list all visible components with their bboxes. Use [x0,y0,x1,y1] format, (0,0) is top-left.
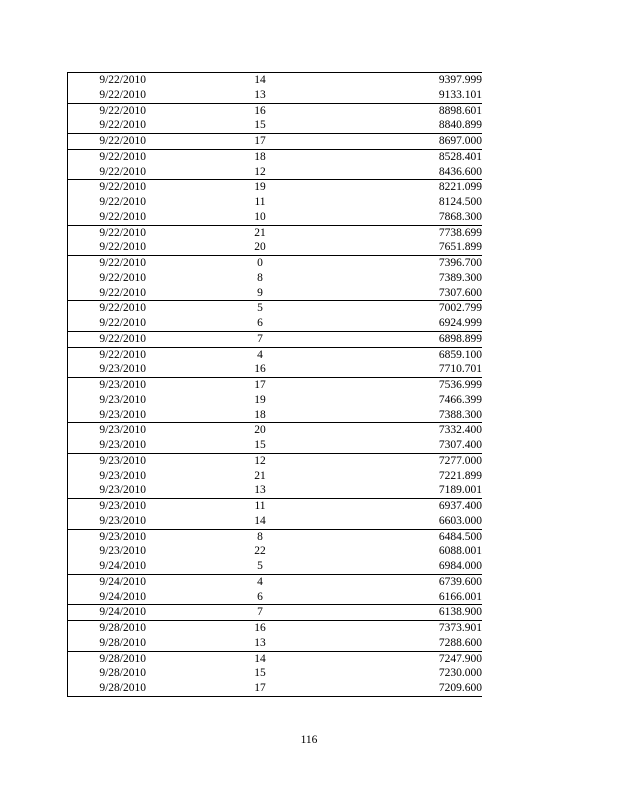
date-cell: 9/22/2010 [68,103,146,118]
value-cell: 8840.899 [438,119,482,132]
date-cell: 9/23/2010 [99,408,146,421]
hour-cell: 7 [146,605,350,621]
value-cell: 7307.400 [438,439,482,451]
date-cell: 9/24/2010 [68,574,146,589]
hour-cell: 10 [254,210,266,223]
date-cell: 9/23/2010 [68,423,146,438]
value-cell: 8697.000 [350,134,482,150]
hour-cell: 15 [254,667,266,680]
table-row [68,514,482,529]
value-cell: 7710.701 [438,363,482,376]
table-row [68,362,482,377]
table-row [68,438,482,453]
value-cell: 6984.000 [438,560,482,572]
date-cell: 9/22/2010 [68,134,146,150]
hour-cell: 14 [254,514,266,527]
hour-cell: 15 [254,119,266,132]
table-row [68,483,482,498]
table-row [68,331,482,347]
table-row [68,393,482,408]
value-cell: 7536.999 [350,378,482,393]
table-row [68,529,482,544]
hour-cell: 8 [257,271,263,284]
hour-cell: 5 [146,301,350,316]
table-row [68,103,482,118]
table-row [68,574,482,589]
value-cell: 8221.099 [350,180,482,195]
date-cell: 9/22/2010 [99,88,146,101]
value-cell: 7388.300 [438,408,482,421]
date-cell: 9/22/2010 [99,196,146,208]
value-cell: 7307.600 [438,286,482,299]
value-cell: 8124.500 [438,196,482,208]
value-cell: 6859.100 [350,347,482,362]
hour-cell: 14 [146,73,350,88]
hour-cell: 11 [254,196,266,208]
hour-cell: 21 [146,225,350,240]
table-row [68,408,482,423]
value-cell: 7466.399 [438,393,482,406]
date-cell: 9/22/2010 [68,331,146,347]
table-row [68,316,482,331]
table-row [68,240,482,255]
date-cell: 9/28/2010 [99,667,146,680]
date-cell: 9/28/2010 [68,621,146,636]
value-cell: 6088.001 [438,545,482,558]
page-number: 116 [300,734,318,746]
data-table-container [67,72,482,697]
hour-cell: 16 [146,103,350,118]
value-cell: 6739.600 [350,574,482,589]
hour-cell: 6 [257,590,263,603]
date-cell: 9/23/2010 [68,529,146,544]
hour-cell: 21 [254,469,266,482]
value-cell: 7209.600 [350,681,482,696]
date-cell: 9/22/2010 [99,165,146,178]
value-cell: 6603.000 [438,514,482,527]
hour-cell: 6 [257,317,263,329]
value-cell: 6138.900 [350,605,482,621]
table-row [68,118,482,133]
table-row [68,347,482,362]
table-row [68,651,482,666]
date-cell: 9/22/2010 [68,149,146,164]
date-cell: 9/23/2010 [99,439,146,451]
table-row [68,621,482,636]
date-cell: 9/22/2010 [99,119,146,132]
value-cell: 7332.400 [350,423,482,438]
hour-cell: 18 [146,149,350,164]
hour-cell: 0 [146,256,350,271]
table-row [68,256,482,271]
hour-cell: 12 [146,453,350,468]
value-cell: 7247.900 [350,651,482,666]
date-cell: 9/22/2010 [68,256,146,271]
table-row [68,73,482,88]
date-cell: 9/23/2010 [68,499,146,514]
hour-cell: 7 [146,331,350,347]
table-row [68,544,482,559]
date-cell: 9/22/2010 [68,73,146,88]
table-row [68,469,482,484]
value-cell: 7651.899 [438,241,482,254]
date-cell: 9/23/2010 [99,393,146,406]
value-cell: 7396.700 [350,256,482,271]
date-cell: 9/23/2010 [68,378,146,393]
date-cell: 9/23/2010 [99,514,146,527]
hour-cell: 17 [146,134,350,150]
hour-cell: 16 [146,621,350,636]
value-cell: 7373.901 [350,621,482,636]
value-cell: 6937.400 [350,499,482,514]
table-row [68,636,482,651]
hour-cell: 19 [254,393,266,406]
hour-cell: 17 [146,378,350,393]
hour-cell: 15 [254,439,266,451]
table-row [68,134,482,150]
value-cell: 8528.401 [350,149,482,164]
table-row [68,271,482,286]
value-cell: 8898.601 [350,103,482,118]
table-row [68,499,482,514]
hour-cell: 20 [254,241,266,254]
value-cell: 6484.500 [350,529,482,544]
table-row [68,286,482,301]
table-row [68,666,482,681]
data-table-body [68,73,482,697]
hour-cell: 13 [254,484,266,497]
value-cell: 7738.699 [350,225,482,240]
hour-cell: 4 [146,574,350,589]
value-cell: 7288.600 [438,636,482,649]
table-row [68,88,482,103]
table-row [68,195,482,210]
date-cell: 9/24/2010 [68,605,146,621]
hour-cell: 17 [146,681,350,696]
value-cell: 7189.001 [438,484,482,497]
hour-cell: 19 [146,180,350,195]
table-row [68,165,482,180]
value-cell: 6898.899 [350,331,482,347]
date-cell: 9/28/2010 [99,636,146,649]
value-cell: 7230.000 [438,667,482,680]
table-row [68,423,482,438]
date-cell: 9/22/2010 [99,271,146,284]
date-cell: 9/22/2010 [99,317,146,329]
hour-cell: 14 [146,651,350,666]
hour-cell: 8 [146,529,350,544]
value-cell: 7389.300 [438,271,482,284]
value-cell: 9133.101 [438,88,482,101]
date-cell: 9/22/2010 [68,180,146,195]
date-cell: 9/23/2010 [99,469,146,482]
hour-cell: 5 [257,560,263,572]
hour-cell: 16 [254,363,266,376]
date-cell: 9/24/2010 [99,560,146,572]
data-table [68,72,482,697]
hour-cell: 9 [257,286,263,299]
date-cell: 9/23/2010 [99,545,146,558]
date-cell: 9/22/2010 [99,241,146,254]
hour-cell: 11 [146,499,350,514]
table-row [68,225,482,240]
table-row [68,681,482,696]
value-cell: 7002.799 [350,301,482,316]
date-cell: 9/23/2010 [68,453,146,468]
value-cell: 6166.001 [438,590,482,603]
date-cell: 9/28/2010 [68,651,146,666]
table-row [68,149,482,164]
hour-cell: 13 [254,88,266,101]
value-cell: 6924.999 [438,317,482,329]
date-cell: 9/22/2010 [68,301,146,316]
table-row [68,605,482,621]
value-cell: 7221.899 [438,469,482,482]
table-row [68,301,482,316]
value-cell: 9397.999 [350,73,482,88]
value-cell: 7868.300 [438,210,482,223]
hour-cell: 18 [254,408,266,421]
table-row [68,378,482,393]
hour-cell: 20 [146,423,350,438]
table-row [68,453,482,468]
hour-cell: 4 [146,347,350,362]
table-row [68,180,482,195]
date-cell: 9/22/2010 [68,225,146,240]
value-cell: 7277.000 [350,453,482,468]
date-cell: 9/23/2010 [99,363,146,376]
date-cell: 9/23/2010 [99,484,146,497]
hour-cell: 12 [254,165,266,178]
table-row [68,559,482,574]
hour-cell: 22 [254,545,266,558]
date-cell: 9/22/2010 [99,210,146,223]
date-cell: 9/24/2010 [99,590,146,603]
hour-cell: 13 [254,636,266,649]
table-row [68,210,482,225]
date-cell: 9/22/2010 [68,347,146,362]
date-cell: 9/28/2010 [68,681,146,696]
value-cell: 8436.600 [438,165,482,178]
date-cell: 9/22/2010 [99,286,146,299]
table-row [68,590,482,605]
